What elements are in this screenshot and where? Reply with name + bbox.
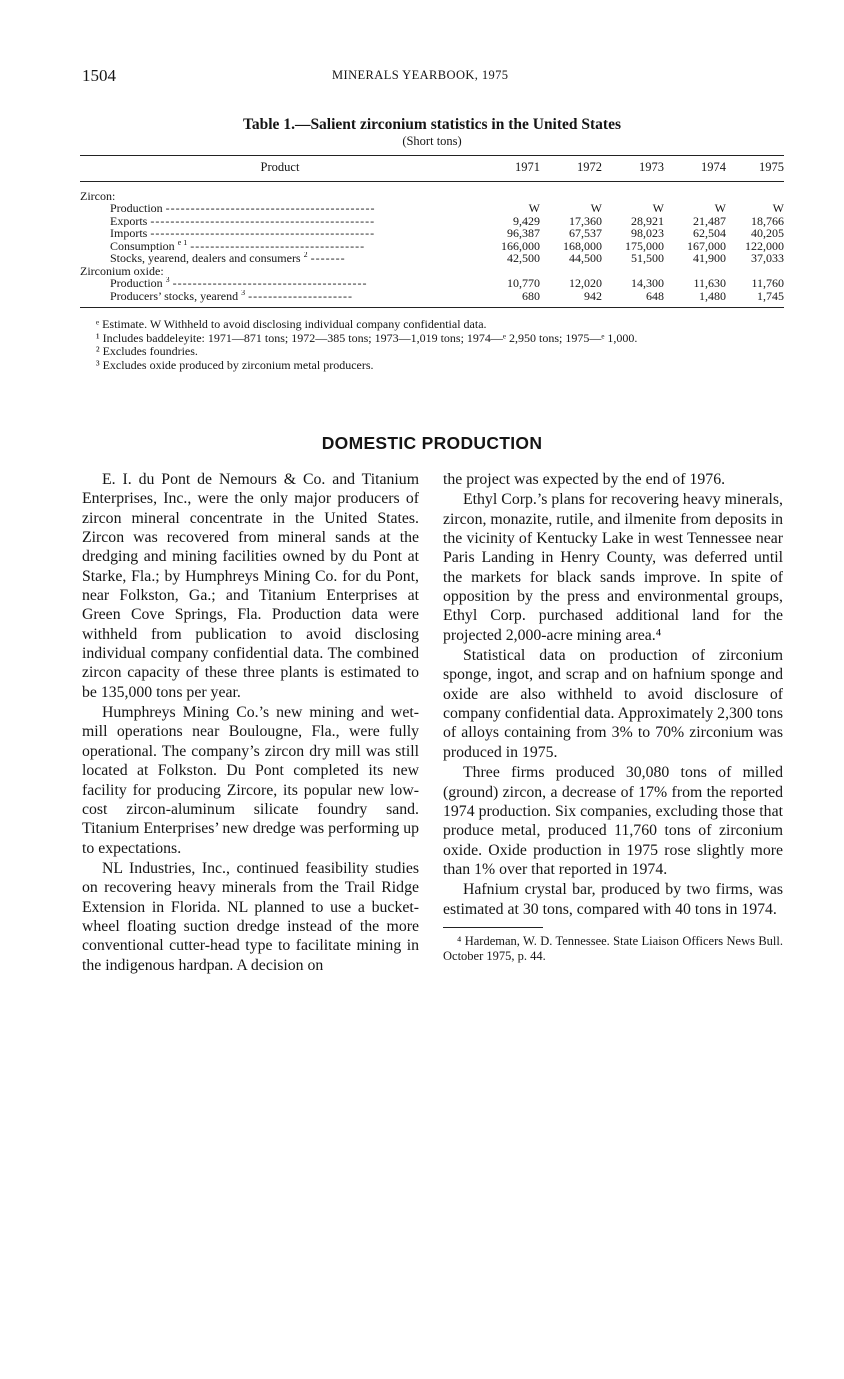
table-cell: W <box>772 201 784 215</box>
table-cell <box>540 181 602 202</box>
footnote-marker: 3 <box>241 289 246 297</box>
row-label-text: Zircon: <box>80 188 116 202</box>
footnote-rule <box>443 927 543 928</box>
leader-dots: --------------------------------------- <box>172 277 368 290</box>
table-row <box>80 252 784 265</box>
column-header-1971: 1971 <box>480 156 540 182</box>
paragraph: Statistical data on production of zirconium sponge, ingot, and scrap and on hafnium sponge and oxide are also withheld to avoid disclosure of company confidential data. Approximately 2,300 tons of alloys containing from 3% to 70% zirconium was produced in 1975. <box>443 647 783 761</box>
table-cell: 9,429 <box>513 213 540 228</box>
table-cell: 122,000 <box>745 238 784 253</box>
table-cell <box>602 181 664 202</box>
table-cell: 168,000 <box>563 238 602 253</box>
footnote-3: ³ Excludes oxide produced by zirconium metal producers. <box>96 357 374 372</box>
table-cell: W <box>528 201 540 215</box>
table-cell: 14,300 <box>631 276 664 290</box>
row-label-text: Producers’ stocks, yearend <box>110 289 239 303</box>
paragraph: Three firms produced 30,080 tons of milled (ground) zircon, a decrease of 17% from the reported 1974 production. Six companies, excluding those that produce metal, produced 11,760 tons of zirconium oxide. Oxide production in 1975 rose slightly more than 1% over that reported in 1974. <box>443 764 783 878</box>
table-body <box>80 181 784 308</box>
statistics-table <box>80 155 784 308</box>
table-cell <box>480 181 540 202</box>
table-row <box>80 277 784 290</box>
table-cell <box>664 181 726 202</box>
table-cell: 67,537 <box>569 226 602 240</box>
paragraph: Humphreys Mining Co.’s new mining and wet-mill operations near Boulougne, Fla., were fully operational. The company’s zircon dry mill was still located at Folkston. Du Pont completed its new facility for producing Zircore, its popular new low-cost zircon-aluminum silicate foundry sand. Titanium Enterprises’ new dredge was performing up to expectations. <box>82 704 419 857</box>
leader-dots: --------------------------------------------- <box>150 227 376 240</box>
row-label <box>80 227 480 240</box>
table-row <box>80 181 784 202</box>
table-title: Table 1.—Salient zirconium statistics in the United States <box>242 116 622 133</box>
table-cell: 11,760 <box>751 276 784 290</box>
leader-dots: --------------------------------------------- <box>150 214 376 227</box>
table-cell <box>726 181 784 202</box>
left-column <box>82 470 419 976</box>
table-cell: 40,205 <box>751 226 784 240</box>
table-cell: 167,000 <box>687 238 726 253</box>
table-header-row <box>80 156 784 182</box>
table-cell: 166,000 <box>501 238 540 253</box>
column-header-1975: 1975 <box>726 156 784 182</box>
row-label <box>80 215 480 228</box>
row-label-text: Imports <box>110 227 148 240</box>
table-cell: 942 <box>540 290 602 308</box>
table-cell: 18,766 <box>751 213 784 228</box>
table-cell: 51,500 <box>631 251 664 265</box>
row-label <box>80 202 480 215</box>
table-row <box>80 265 784 278</box>
row-label-text: Stocks, yearend, dealers and consumers <box>110 252 301 265</box>
row-label-text: Zirconium oxide: <box>80 264 164 277</box>
footnote-1: ¹ Includes baddeleyite: 1971—871 tons; 1972—385 tons; 1973—1,019 tons; 1974—ᵉ 2,950 tons; 1975—ᵉ 1,000. <box>96 330 638 345</box>
leader-dots: --------------------- <box>248 289 353 303</box>
journal-title: MINERALS YEARBOOK, 1975 <box>332 68 509 82</box>
row-label-text: Exports <box>110 214 148 227</box>
table-cell: 175,000 <box>625 238 664 253</box>
table-row <box>80 202 784 215</box>
table-cell: 21,487 <box>693 213 726 228</box>
table-cell: 11,630 <box>693 276 726 290</box>
table-cell: 17,360 <box>569 213 602 228</box>
running-head <box>82 66 782 88</box>
table-caption <box>82 116 782 149</box>
column-footnote: ⁴ Hardeman, W. D. Tennessee. State Liaison Officers News Bull. October 1975, p. 44. <box>443 933 783 963</box>
table-cell: 44,500 <box>569 251 602 265</box>
table-cell: 41,900 <box>693 251 726 265</box>
leader-dots: ------------------------------------------ <box>165 202 376 215</box>
table-subtitle: (Short tons) <box>402 134 462 148</box>
footnote-marker: e 1 <box>177 239 188 247</box>
footnote-marker: 3 <box>165 277 170 284</box>
column-header-1974: 1974 <box>664 156 726 182</box>
footnote-marker: 2 <box>303 252 308 259</box>
table-cell: 28,921 <box>631 213 664 228</box>
section-heading: DOMESTIC PRODUCTION <box>321 433 543 453</box>
page-number: 1504 <box>82 66 116 85</box>
row-label-text: Production <box>110 202 163 215</box>
row-label <box>80 181 480 202</box>
row-label <box>80 265 480 278</box>
table-row <box>80 240 784 253</box>
leader-dots: ----------------------------------- <box>190 239 366 252</box>
table-footnotes <box>82 318 782 372</box>
leader-dots: ------- <box>310 252 346 265</box>
paragraph: E. I. du Pont de Nemours & Co. and Titanium Enterprises, Inc., were the only major producers of zircon mineral concentrate in the United States. Zircon was recovered from mineral sands at the dredging and mining facilities owned by du Pont at Starke, Fla.; by Humphreys Mining Co. for du Pont, near Folkston, Ga.; and Titanium Enterprises at Green Cove Springs, Fla. Production data were withheld from publication to avoid disclosing individual company confidential data. The combined zircon capacity of these three plants is estimated to be 135,000 tons per year. <box>82 471 419 701</box>
table-cell: 96,387 <box>507 226 540 240</box>
table-cell: 37,033 <box>751 251 784 265</box>
paragraph: the project was expected by the end of 1976. <box>443 471 726 488</box>
row-label <box>80 240 480 253</box>
paragraph: NL Industries, Inc., continued feasibility studies on recovering heavy minerals from the Trail Ridge Extension in Florida. NL planned to use a bucket-wheel floating suction dredge instead of the more conventional cutter-head type to facilitate mining in the indigenous hardpan. A decision on <box>82 859 419 974</box>
table-cell: 648 <box>602 290 664 308</box>
table-row <box>80 215 784 228</box>
row-label <box>80 277 480 290</box>
row-label <box>80 252 480 265</box>
table-cell: 680 <box>480 290 540 308</box>
table-cell: 42,500 <box>507 251 540 265</box>
right-column <box>443 470 783 964</box>
row-label <box>80 290 480 308</box>
table-cell: W <box>590 201 602 215</box>
table-cell: 1,480 <box>664 290 726 308</box>
table-cell: W <box>652 201 664 215</box>
paragraph: Ethyl Corp.’s plans for recovering heavy minerals, zircon, monazite, rutile, and ilmenite from deposits in the vicinity of Kentucky Lake in west Tennessee near Paris Landing in Henry County, was deferred until the markets for black sands improve. In spite of opposition by the press and environmental groups, Ethyl Corp. purchased additional land for the projected 2,000-acre mining area.⁴ <box>443 491 783 644</box>
table-cell: 10,770 <box>507 276 540 290</box>
paragraph: Hafnium crystal bar, produced by two firms, was estimated at 30 tons, compared with 40 tons in 1974. <box>443 881 783 918</box>
table-row <box>80 227 784 240</box>
table-cell: 12,020 <box>569 276 602 290</box>
table-cell: W <box>714 201 726 215</box>
table-cell: 62,504 <box>693 226 726 240</box>
column-header-1972: 1972 <box>540 156 602 182</box>
table-cell: 1,745 <box>726 290 784 308</box>
row-label-text: Consumption <box>110 239 175 252</box>
footnote-2: ² Excludes foundries. <box>96 344 198 358</box>
table-cell: 98,023 <box>631 226 664 240</box>
column-header-1973: 1973 <box>602 156 664 182</box>
row-label-text: Production <box>110 277 163 290</box>
footnote-estimate: ᵉ Estimate. W Withheld to avoid disclosing individual company confidential data. <box>96 317 487 331</box>
table-row <box>80 290 784 308</box>
column-header-product: Product <box>80 156 480 182</box>
